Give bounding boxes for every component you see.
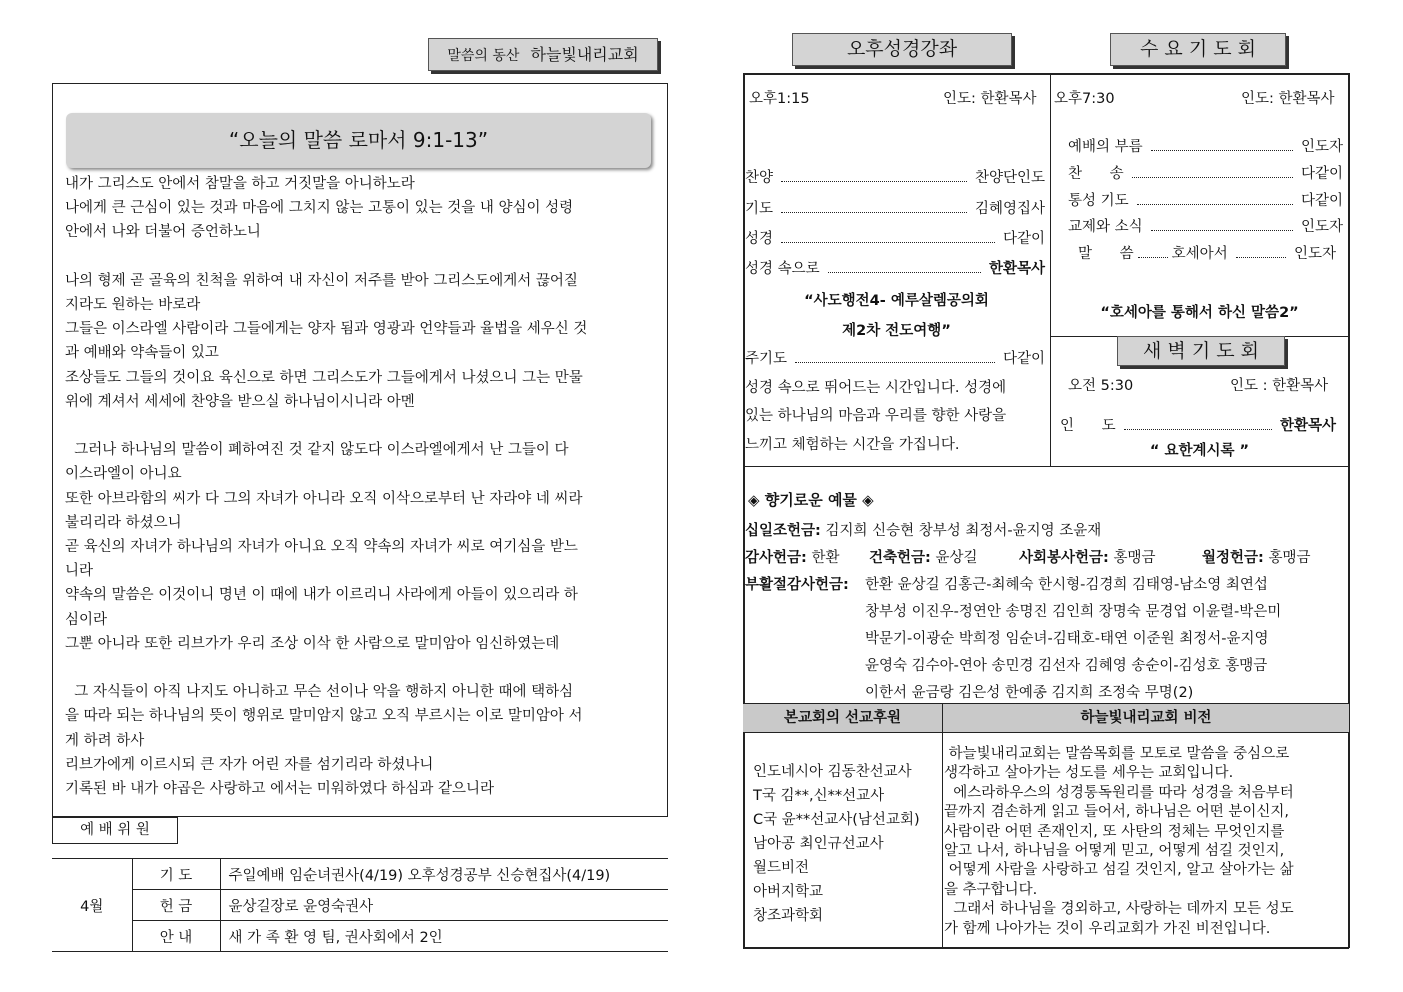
- offering-easter-label: 부활절감사헌금:: [745, 577, 849, 593]
- committee-value: 윤상길장로 윤영숙권사: [220, 890, 668, 921]
- scripture-line: 그러나 하나님의 말씀이 폐하여진 것 같지 않도다 이스라엘에게서 난 그들이 다: [65, 442, 569, 459]
- offering-easter-names: 한환 윤상길 김홍근-최혜숙 한시형-김경희 김태영-남소영 최연섭: [865, 577, 1268, 593]
- scripture-line: 불리리라 하셨으니: [65, 514, 182, 531]
- afternoon-item: [745, 227, 1045, 248]
- committee-table: [52, 858, 668, 952]
- dawn-time: 오전 5:30: [1068, 378, 1134, 394]
- committee-value: 주일예배 임순녀권사(4/19) 오후성경공부 신승현집사(4/19): [220, 859, 668, 890]
- afternoon-item: [745, 197, 1045, 218]
- afternoon-time: 오후1:15: [749, 91, 810, 107]
- afternoon-item-label: 성경: [745, 231, 774, 247]
- afternoon-leader: 인도: 한환목사: [943, 91, 1037, 107]
- offering-monthly-names: 홍맹금: [1268, 550, 1311, 566]
- scripture-line: 안에서 나와 더불어 증언하노니: [65, 224, 261, 241]
- frame-row-divider: [743, 466, 1349, 467]
- mission-item: 남아공 최인규선교사: [753, 836, 884, 852]
- scripture-line: 을 따라 되는 하나님의 뜻이 행위로 말미암지 않고 오직 부르시는 이로 말미암아 서: [65, 708, 583, 725]
- committee-role: 안 내: [132, 921, 220, 952]
- afternoon-desc: 있는 하나님의 마음과 우리를 향한 사랑을: [745, 408, 1007, 424]
- scripture-line: 심이라: [65, 611, 108, 628]
- dawn-item: [1060, 414, 1336, 435]
- mission-item: C국 윤**선교사(남선교회): [753, 812, 920, 828]
- offering-service-names: 홍맹금: [1113, 550, 1156, 566]
- afternoon-item-value: 찬양단인도: [974, 170, 1045, 186]
- frame-right: [1348, 73, 1350, 948]
- offering-building: [869, 546, 977, 567]
- wednesday-item-label: 예배의 부름: [1068, 139, 1143, 155]
- missions-header-label: 본교회의 선교후원: [783, 710, 902, 726]
- wednesday-item-label: 교제와 소식: [1068, 219, 1143, 235]
- afternoon-item-label: 성경 속으로: [745, 261, 820, 277]
- sermon-title-bar: [66, 113, 651, 168]
- afternoon-desc: 느끼고 체험하는 시간을 가집니다.: [745, 437, 960, 453]
- mission-item: 인도네시아 김동찬선교사: [753, 764, 912, 780]
- vision-line: 가 함께 나아가는 것이 우리교회가 가진 비전입니다.: [944, 920, 1271, 937]
- dawn-item-label: 인 도: [1060, 418, 1116, 434]
- offering-tithe-names: 김지희 신승현 창부성 최정서-윤지영 조윤재: [825, 523, 1102, 539]
- vision-line: 어떻게 사람을 사랑하고 섬길 것인지, 알고 살아가는 삶: [944, 862, 1294, 879]
- scripture-line: 니라: [65, 563, 94, 580]
- vision-header-label: 하늘빛내리교회 비전: [1080, 710, 1212, 726]
- offering-tithe-label: 십일조헌금:: [745, 523, 821, 539]
- offering-building-label: 건축헌금:: [869, 550, 931, 566]
- afternoon-item: [745, 166, 1045, 187]
- tab-afternoon-class: [792, 33, 1012, 66]
- afternoon-closing-value: 다같이: [1002, 351, 1045, 367]
- afternoon-item-label: 기도: [745, 201, 774, 217]
- vision-header: [942, 703, 1349, 733]
- wednesday-item-value: 다같이: [1300, 193, 1343, 209]
- scripture-line: 나에게 큰 근심이 있는 것과 마음에 그치지 않는 고통이 있는 것을 내 양심이 성령: [65, 200, 574, 217]
- afternoon-closing: [745, 347, 1045, 368]
- vision-line: 그래서 하나님을 경외하고, 사랑하는 데까지 모든 성도: [944, 901, 1294, 918]
- wednesday-item-value: 인도자: [1300, 219, 1343, 235]
- header-badge-prefix: 말씀의 동산: [447, 48, 520, 64]
- scripture-line: 그뿐 아니라 또한 리브가가 우리 조상 이삭 한 사람으로 말미암아 임신하였는데: [65, 635, 560, 652]
- frame-top: [743, 73, 1349, 75]
- committee-label: 예 배 위 원: [80, 822, 150, 838]
- afternoon-item-value: 김혜영집사: [974, 201, 1045, 217]
- wednesday-item: [1068, 135, 1343, 156]
- mission-item: 아버지학교: [753, 884, 824, 900]
- offering-monthly: [1202, 546, 1310, 567]
- header-badge: [428, 38, 658, 71]
- tab-wednesday-prayer-label: 수 요 기 도 회: [1140, 38, 1256, 60]
- committee-month: 4월: [52, 859, 132, 952]
- afternoon-title-2: 제2차 전도여행”: [842, 323, 951, 339]
- scripture-line: 곧 육신의 자녀가 하나님의 자녀가 아니요 오직 약속의 자녀가 씨로 여기심을 받느: [65, 539, 578, 555]
- scripture-line: 내가 그리스도 안에서 참말을 하고 거짓말을 아니하노라: [65, 176, 415, 192]
- committee-label-box: [52, 817, 178, 844]
- mission-item: T국 김**,신**선교사: [753, 788, 885, 804]
- afternoon-desc: 성경 속으로 뛰어드는 시간입니다. 성경에: [745, 380, 1007, 396]
- wednesday-word: [1078, 242, 1336, 263]
- tab-wednesday-prayer: [1110, 33, 1286, 66]
- offering-header: ◈ 향기로운 예물 ◈: [748, 491, 874, 509]
- header-badge-church: 하늘빛내리교회: [530, 45, 639, 64]
- wednesday-word-value: 인도자: [1293, 246, 1336, 262]
- vision-line: 하늘빛내리교회는 말씀목회를 모토로 말씀을 중심으로: [944, 746, 1290, 762]
- vision-line: 에스라하우스의 성경통독원리를 따라 성경을 처음부터: [944, 784, 1294, 801]
- wednesday-item-label: 찬 송: [1068, 166, 1124, 182]
- scripture-line: 위에 계셔서 세세에 찬양을 받으실 하나님이시니라 아멘: [65, 393, 415, 410]
- scripture-line: 게 하려 하사: [65, 732, 145, 749]
- offering-thanks-names: 한환: [811, 550, 840, 566]
- scripture-line: 과 예배와 약속들이 있고: [65, 345, 219, 362]
- tab-afternoon-class-label: 오후성경강좌: [846, 38, 958, 60]
- committee-role: 기 도: [132, 859, 220, 890]
- wednesday-item: [1068, 189, 1343, 210]
- offering-easter-names: 창부성 이진우-정연안 송명진 김인희 장명숙 문경업 이윤렬-박은미: [865, 604, 1282, 620]
- afternoon-item-label: 찬양: [745, 170, 774, 186]
- offering-easter-names: 이한서 윤금랑 김은성 한예종 김지희 조정숙 무명(2): [865, 685, 1194, 701]
- tab-dawn-prayer-label: 새 벽 기 도 회: [1143, 340, 1259, 362]
- scripture-line: 또한 아브라함의 씨가 다 그의 자녀가 아니라 오직 이삭으로부터 난 자라야 네 씨라: [65, 490, 583, 507]
- scripture-line: 그 자식들이 아직 나지도 아니하고 무슨 선이나 악을 행하지 아니한 때에 택하심: [65, 684, 574, 701]
- vision-line: 끝까지 겸손하게 읽고 들어서, 하나님은 어떤 분이신지,: [944, 804, 1290, 821]
- tab-dawn-prayer: [1117, 336, 1285, 366]
- wednesday-word-middle: 호세아서: [1171, 246, 1228, 262]
- scripture-line: 약속의 말씀은 이것이니 명년 이 때에 내가 이르리니 사라에게 아들이 있으리라 하: [65, 587, 578, 604]
- offering-monthly-label: 월정헌금:: [1202, 550, 1264, 566]
- offering-thanks: [745, 546, 839, 567]
- wednesday-item: [1068, 215, 1343, 236]
- afternoon-item-value: 한환목사: [988, 261, 1045, 277]
- scripture-line: 그들은 이스라엘 사람이라 그들에게는 양자 됨과 영광과 언약들과 율법을 세우신 것: [65, 321, 588, 338]
- wednesday-leader: 인도: 한환목사: [1241, 91, 1335, 107]
- scripture-line: 리브가에게 이르시되 큰 자가 어린 자를 섬기리라 하셨나니: [65, 756, 434, 773]
- committee-role: 헌 금: [132, 890, 220, 921]
- offering-easter-names: 윤영숙 김수아-연아 송민경 김선자 김혜영 송순이-김성호 홍맹금: [865, 658, 1268, 674]
- missions-vision-divider: [942, 733, 943, 947]
- wednesday-time: 오후7:30: [1054, 91, 1115, 107]
- committee-value: 새 가 족 환 영 팀, 권사회에서 2인: [228, 929, 443, 946]
- wednesday-title: “호세아를 통해서 하신 말씀2”: [1100, 305, 1299, 321]
- missions-header: [743, 703, 942, 733]
- scripture-line: 지라도 원하는 바로라: [65, 297, 201, 313]
- scripture-line: 나의 형제 곧 골육의 친척을 위하여 내 자신이 저주를 받아 그리스도에게서 끊어질: [65, 272, 578, 289]
- vision-line: 사람이란 어떤 존재인지, 또 사탄의 정체는 무엇인지를: [944, 823, 1285, 840]
- afternoon-item: [745, 257, 1045, 278]
- wednesday-item: [1068, 162, 1343, 183]
- dawn-leader: 인도 : 한환목사: [1230, 378, 1329, 394]
- dawn-title: “ 요한계시록 ”: [1149, 443, 1250, 459]
- afternoon-title-1: “사도행전4- 예루살렘공의회: [804, 293, 989, 309]
- afternoon-closing-label: 주기도: [745, 351, 788, 367]
- wednesday-item-value: 인도자: [1300, 139, 1343, 155]
- offering-tithe: [745, 519, 1101, 540]
- mission-item: 월드비전: [753, 860, 810, 876]
- vision-line: 생각하고 살아가는 성도를 세우는 교회입니다.: [944, 765, 1234, 782]
- afternoon-item-value: 다같이: [1002, 231, 1045, 247]
- offering-service-label: 사회봉사헌금:: [1019, 550, 1109, 566]
- offering-service: [1019, 546, 1155, 567]
- offering-building-names: 윤상길: [935, 550, 978, 566]
- frame-col-divider: [1050, 73, 1051, 466]
- offering-easter-names: 박문기-이광순 박희정 임순녀-김태호-태연 이준원 최정서-윤지영: [865, 631, 1269, 647]
- dawn-item-value: 한환목사: [1279, 418, 1336, 434]
- wednesday-item-label: 통성 기도: [1068, 193, 1129, 209]
- vision-line: 알고 나서, 하나님을 어떻게 믿고, 어떻게 섬길 것인지,: [944, 843, 1285, 859]
- frame-bottom: [743, 947, 1349, 949]
- vision-line: 을 추구합니다.: [944, 881, 1038, 898]
- mission-item: 창조과학회: [753, 908, 824, 924]
- wednesday-item-value: 다같이: [1300, 166, 1343, 182]
- wednesday-word-label: 말 씀: [1078, 246, 1134, 262]
- offering-thanks-label: 감사헌금:: [745, 550, 807, 566]
- scripture-line: 기록된 바 내가 야곱은 사랑하고 에서는 미워하였다 하심과 같으니라: [65, 781, 495, 797]
- sermon-title: “오늘의 말씀 로마서 9:1-13”: [228, 128, 489, 152]
- scripture-line: 조상들도 그들의 것이요 육신으로 하면 그리스도가 그들에게서 나셨으니 그는 만물: [65, 369, 583, 386]
- scripture-line: 이스라엘이 아니요: [65, 466, 182, 483]
